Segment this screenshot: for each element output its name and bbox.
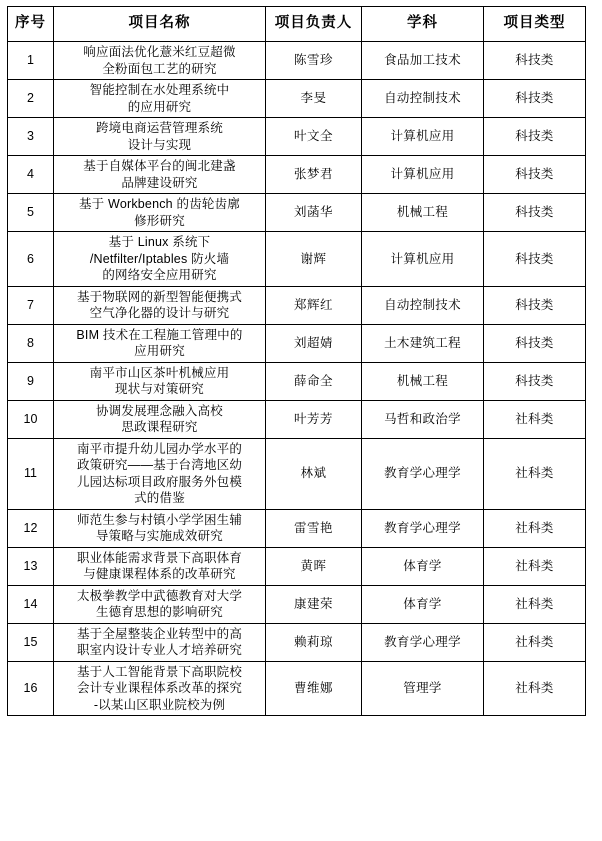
project-title-cell (54, 80, 266, 118)
project-title-cell (54, 585, 266, 623)
project-leader-cell: 黄晖 (266, 547, 362, 585)
project-type-cell: 社科类 (484, 661, 586, 716)
table-row (8, 324, 586, 362)
project-title-line: 基于物联网的新型智能便携式 (76, 289, 243, 304)
project-title-line: 空气净化器的设计与研究 (89, 306, 230, 320)
project-title-line: 生德育思想的影响研究 (95, 605, 223, 619)
project-title-line: 基于 Workbench 的齿轮齿廓 (78, 197, 241, 211)
table-row (8, 547, 586, 585)
project-title-line: 品牌建设研究 (121, 175, 198, 190)
project-title-line: 职业体能需求背景下高职体育 (76, 550, 243, 565)
project-title-line: 政策研究——基于台湾地区幼 (76, 458, 243, 472)
table-row (8, 156, 586, 194)
row-index-cell: 1 (8, 42, 54, 80)
project-title-line: 太极拳教学中武德教育对大学 (76, 588, 243, 603)
subject-cell: 土木建筑工程 (362, 324, 484, 362)
project-title-cell (54, 509, 266, 547)
subject-cell: 教育学心理学 (362, 438, 484, 509)
project-title-line: 应用研究 (134, 344, 185, 358)
project-leader-cell: 赖莉琼 (266, 623, 362, 661)
subject-cell: 体育学 (362, 585, 484, 623)
subject-cell: 机械工程 (362, 194, 484, 232)
table-row (8, 509, 586, 547)
project-title-line: 的网络安全应用研究 (102, 268, 217, 282)
project-title-line: 职室内设计专业人才培养研究 (76, 643, 243, 657)
row-index-cell: 12 (8, 509, 54, 547)
project-leader-cell: 张梦君 (266, 156, 362, 194)
column-header-index: 序号 (8, 7, 54, 42)
table-row (8, 623, 586, 661)
subject-cell: 体育学 (362, 547, 484, 585)
subject-cell: 计算机应用 (362, 156, 484, 194)
project-title-cell (54, 42, 266, 80)
project-title-line: 跨境电商运营管理系统 (95, 121, 223, 135)
project-title-cell (54, 324, 266, 362)
project-title-line: 协调发展理念融入高校 (95, 403, 223, 418)
row-index-cell: 10 (8, 400, 54, 438)
project-title-cell (54, 661, 266, 716)
column-header-title: 项目名称 (54, 7, 266, 42)
project-type-cell: 社科类 (484, 438, 586, 509)
row-index-cell: 7 (8, 286, 54, 324)
project-title-cell (54, 194, 266, 232)
table-row (8, 400, 586, 438)
project-type-cell: 科技类 (484, 286, 586, 324)
column-header-leader: 项目负责人 (266, 7, 362, 42)
project-leader-cell: 李旻 (266, 80, 362, 118)
project-type-cell: 科技类 (484, 42, 586, 80)
project-title-line: 响应面法优化薏米红豆超微 (83, 45, 236, 59)
table-body (8, 42, 586, 716)
project-title-line: /Netfilter/Iptables 防火墙 (89, 251, 230, 266)
project-title-line: 思政课程研究 (121, 420, 198, 434)
project-type-cell: 科技类 (484, 80, 586, 118)
project-title-line: 修形研究 (134, 213, 185, 228)
table-row (8, 42, 586, 80)
subject-cell: 计算机应用 (362, 232, 484, 287)
subject-cell: 管理学 (362, 661, 484, 716)
project-leader-cell: 刘菡华 (266, 194, 362, 232)
project-title-line: 智能控制在水处理系统中 (89, 83, 230, 97)
project-list-table (7, 6, 586, 716)
project-leader-cell: 郑辉红 (266, 286, 362, 324)
table-row (8, 232, 586, 287)
project-title-line: 儿园达标项目政府服务外包模 (76, 474, 243, 489)
project-type-cell: 科技类 (484, 118, 586, 156)
project-leader-cell: 陈雪珍 (266, 42, 362, 80)
row-index-cell: 15 (8, 623, 54, 661)
project-type-cell: 社科类 (484, 509, 586, 547)
project-title-line: -以某山区职业院校为例 (93, 697, 226, 712)
table-row (8, 438, 586, 509)
project-title-line: 设计与实现 (127, 137, 192, 152)
table-header (8, 7, 586, 42)
project-title-line: BIM 技术在工程施工管理中的 (76, 327, 243, 342)
row-index-cell: 14 (8, 585, 54, 623)
row-index-cell: 5 (8, 194, 54, 232)
project-title-cell (54, 156, 266, 194)
subject-cell: 食品加工技术 (362, 42, 484, 80)
row-index-cell: 13 (8, 547, 54, 585)
subject-cell: 自动控制技术 (362, 286, 484, 324)
subject-cell: 自动控制技术 (362, 80, 484, 118)
project-type-cell: 社科类 (484, 547, 586, 585)
project-title-line: 的应用研究 (127, 99, 192, 114)
project-leader-cell: 谢辉 (266, 232, 362, 287)
project-title-line: 基于自媒体平台的闽北建盏 (83, 159, 236, 173)
project-type-cell: 科技类 (484, 232, 586, 287)
project-leader-cell: 薛命全 (266, 362, 362, 400)
project-title-line: 基于 Linux 系统下 (108, 235, 211, 249)
row-index-cell: 9 (8, 362, 54, 400)
column-header-type: 项目类型 (484, 7, 586, 42)
project-title-line: 基于人工智能背景下高职院校 (76, 664, 243, 679)
row-index-cell: 11 (8, 438, 54, 509)
project-title-cell (54, 362, 266, 400)
project-title-line: 师范生参与村镇小学学困生辅 (76, 512, 243, 527)
row-index-cell: 2 (8, 80, 54, 118)
table-row (8, 118, 586, 156)
table-row (8, 362, 586, 400)
subject-cell: 马哲和政治学 (362, 400, 484, 438)
document-page (0, 6, 602, 841)
project-type-cell: 社科类 (484, 400, 586, 438)
project-leader-cell: 曹维娜 (266, 661, 362, 716)
subject-cell: 计算机应用 (362, 118, 484, 156)
project-title-line: 式的借鉴 (134, 491, 185, 505)
project-title-line: 导策略与实施成效研究 (95, 529, 223, 543)
project-leader-cell: 刘超婧 (266, 324, 362, 362)
project-leader-cell: 叶文全 (266, 118, 362, 156)
project-leader-cell: 康建荣 (266, 585, 362, 623)
table-row (8, 80, 586, 118)
project-type-cell: 社科类 (484, 623, 586, 661)
project-title-line: 南平市山区茶叶机械应用 (89, 365, 230, 380)
project-type-cell: 科技类 (484, 362, 586, 400)
project-leader-cell: 林斌 (266, 438, 362, 509)
project-title-cell (54, 547, 266, 585)
project-title-line: 现状与对策研究 (115, 382, 204, 396)
project-type-cell: 科技类 (484, 156, 586, 194)
subject-cell: 教育学心理学 (362, 509, 484, 547)
row-index-cell: 16 (8, 661, 54, 716)
row-index-cell: 4 (8, 156, 54, 194)
table-row (8, 286, 586, 324)
row-index-cell: 6 (8, 232, 54, 287)
project-title-cell (54, 400, 266, 438)
project-type-cell: 科技类 (484, 324, 586, 362)
column-header-subject: 学科 (362, 7, 484, 42)
project-title-cell (54, 232, 266, 287)
project-title-cell (54, 438, 266, 509)
table-row (8, 661, 586, 716)
subject-cell: 机械工程 (362, 362, 484, 400)
row-index-cell: 8 (8, 324, 54, 362)
project-type-cell: 社科类 (484, 585, 586, 623)
project-title-cell (54, 118, 266, 156)
project-title-line: 会计专业课程体系改革的探究 (76, 681, 243, 695)
project-leader-cell: 雷雪艳 (266, 509, 362, 547)
project-title-line: 与健康课程体系的改革研究 (83, 567, 236, 581)
project-title-cell (54, 623, 266, 661)
project-title-line: 南平市提升幼儿园办学水平的 (76, 441, 243, 456)
project-title-line: 全粉面包工艺的研究 (102, 61, 217, 76)
table-row (8, 194, 586, 232)
subject-cell: 教育学心理学 (362, 623, 484, 661)
row-index-cell: 3 (8, 118, 54, 156)
project-title-line: 基于全屋整装企业转型中的高 (76, 626, 243, 641)
project-type-cell: 科技类 (484, 194, 586, 232)
project-leader-cell: 叶芳芳 (266, 400, 362, 438)
table-row (8, 585, 586, 623)
project-title-cell (54, 286, 266, 324)
table-header-row (8, 7, 586, 42)
